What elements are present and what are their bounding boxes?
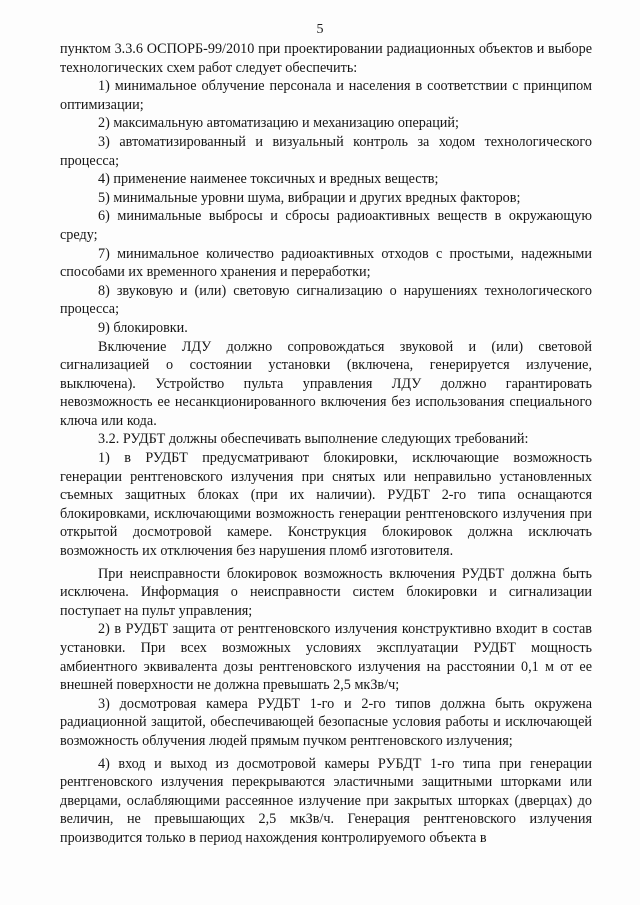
requirement-3: 3) досмотровая камера РУДБТ 1-го и 2-го типов должна быть окружена радиационной защитой, обеспечивающей безопасные условия работы и исключающей возможность облучения людей прямым пучком рентгеновского излучения; — [60, 695, 592, 749]
list-item-1: 1) минимальное облучение персонала и населения в соответствии с принципом оптимизации; — [60, 78, 592, 113]
list-item-3: 3) автоматизированный и визуальный контроль за ходом технологического процесса; — [60, 133, 592, 169]
paragraph-malfunction: При неисправности блокировок возможность включения РУДБТ должна быть исключена. Информация о неисправности систем блокировки и сигнализации поступает на пульт управления; — [60, 565, 592, 619]
section-heading-3-2: 3.2. РУДБТ должны обеспечивать выполнение следующих требований: — [98, 431, 529, 448]
requirement-1: 1) в РУДБТ предусматривают блокировки, исключающие возможность генерации рентгеновского излучения при снятых или неправильно установленных съемных защитных блоках (при их наличии). РУДБТ 2-го типа оснащаются блокировками, исключающими возможность генерации рентгеновского излучения при открытой досмотровой камере. Конструкция блокировок должна исключать возможность их отключения без нарушения пломб изготовителя. — [60, 450, 592, 560]
list-item-2: 2) максимальную автоматизацию и механизацию операций; — [98, 115, 459, 132]
list-item-4: 4) применение наименее токсичных и вредных веществ; — [98, 171, 439, 188]
requirement-4: 4) вход и выход из досмотровой камеры РУБДТ 1-го типа при генерации рентгеновского излучения перекрываются эластичными защитными шторками или дверцами, ослабляющими рассеянное излучение при закрытых шторках (дверцах) до величин, не превышающих 2,5 мкЗв/ч. Генерация рентгеновского излучения производится только в период нахождения контролируемого объекта в — [60, 755, 592, 846]
list-item-5: 5) минимальные уровни шума, вибрации и других вредных факторов; — [98, 189, 521, 206]
page-number: 5 — [316, 22, 324, 37]
list-item-9: 9) блокировки. — [98, 319, 188, 336]
paragraph-intro: пунктом 3.3.6 ОСПОРБ-99/2010 при проектировании радиационных объектов и выборе технологических схем работ следует обеспечить: — [60, 41, 592, 76]
list-item-8: 8) звуковую и (или) световую сигнализацию о нарушениях технологического процесса; — [60, 282, 592, 318]
document-body — [60, 40, 592, 848]
requirement-2: 2) в РУДБТ защита от рентгеновского излучения конструктивно входит в состав установки. При всех возможных условиях эксплуатации РУДБТ мощность амбиентного эквивалента дозы рентгеновского излучения на расстоянии 0,1 м от ее внешней поверхности не должна превышать 2,5 мкЗв/ч; — [60, 621, 592, 694]
paragraph-ldu-switch-on: Включение ЛДУ должно сопровождаться звуковой и (или) световой сигнализацией о состоянии установки (включена, генерируется излучение, выключена). Устройство пульта управления ЛДУ должно гарантировать невозможность ее несанкционированного включения без использования специального ключа или кода. — [60, 338, 592, 429]
list-item-6: 6) минимальные выбросы и сбросы радиоактивных веществ в окружающую среду; — [60, 208, 592, 243]
list-item-7: 7) минимальное количество радиоактивных отходов с простыми, надежными способами их временного хранения и переработки; — [60, 245, 592, 281]
